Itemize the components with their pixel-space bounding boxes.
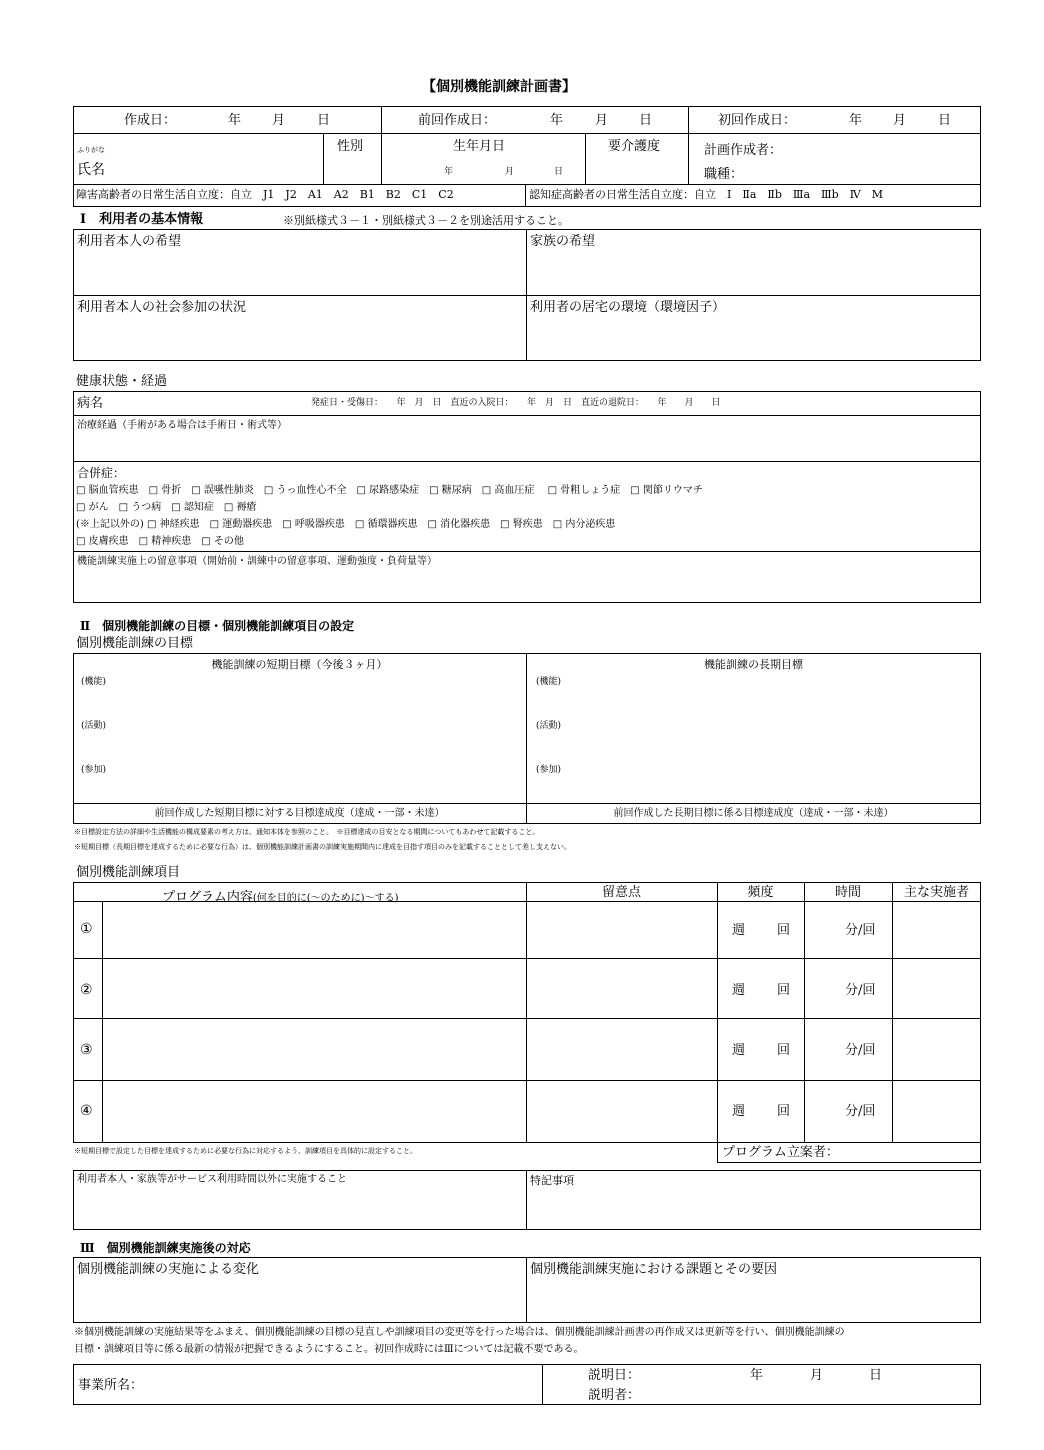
- goals-note-1: ※目標設定方法の詳細や生活機能の構成要素の考え方は、通知本体を参照のこと。 ※目標達成の目安となる期間についてもあわせて記載すること。: [74, 828, 540, 836]
- month-label: 月: [595, 113, 609, 128]
- day-label: 日: [317, 113, 331, 128]
- family-wish-label: 家族の希望: [530, 234, 596, 249]
- long-goal-label: 機能訓練の長期目標: [704, 658, 803, 671]
- year-label: 年: [849, 113, 863, 128]
- home-environment-label: 利用者の居宅の環境（環境因子）: [530, 300, 726, 315]
- month-label: 月: [810, 1368, 824, 1383]
- planner-label: 計画作成者：: [704, 143, 783, 158]
- adl-disabled-label: 障害高齢者の日常生活自立度：自立 J1 J2 A1 A2 B1 B2 C1 C2: [76, 188, 454, 201]
- treatment-label: 治療経過（手術がある場合は手術日・術式等）: [77, 420, 287, 431]
- birthdate-label: 生年月日: [453, 139, 506, 154]
- section3-note-b: 目標・訓練項目等に係る最新の情報が把握できるようにすること。初回作成時にはⅢについては記載不要である。: [74, 1344, 584, 1355]
- month-label: 月: [272, 113, 286, 128]
- issues-label: 個別機能訓練実施における課題とその要因: [530, 1262, 778, 1277]
- section1-note: ※別紙様式３－１・別紙様式３－２を別途活用すること。: [283, 214, 569, 227]
- health-heading: 健康状態・経過: [76, 374, 168, 389]
- job-label: 職種：: [704, 167, 744, 182]
- month-label: 月: [893, 113, 907, 128]
- year-label: 年: [444, 167, 454, 177]
- section3-note-a: ※個別機能訓練の実施結果等をふまえ、個別機能訓練の目標の見直しや訓練項目の変更等を行った場合は、個別機能訓練計画書の再作成又は更新等を行い、個別機能訓練の: [74, 1327, 845, 1338]
- section2-heading: Ⅱ 個別機能訓練の目標・個別機能訓練項目の設定: [80, 619, 355, 633]
- comorbidity-list-4: □ 皮膚疾患 □ 精神疾患 □ その他: [76, 536, 244, 547]
- furigana-label: ふりがな: [77, 146, 105, 154]
- row-number: ④: [80, 1103, 93, 1119]
- comorbidity-label: 合併症：: [77, 466, 126, 480]
- program-header-label: プログラム内容: [162, 890, 253, 905]
- explain-date-label: 説明日：: [588, 1368, 641, 1383]
- special-notes-label: 特記事項: [530, 1174, 574, 1187]
- month-label: 月: [505, 167, 515, 177]
- goals-label: 個別機能訓練の目標: [76, 636, 194, 651]
- minutes-label: 分/回: [845, 1104, 876, 1119]
- section3-heading: Ⅲ 個別機能訓練実施後の対応: [80, 1241, 251, 1255]
- items-label: 個別機能訓練項目: [76, 865, 181, 880]
- week-label: 週: [732, 1043, 746, 1058]
- comorbidity-list-2: □ がん □ うつ病 □ 認知症 □ 褥瘡: [76, 502, 257, 513]
- points-header: 留意点: [601, 885, 641, 900]
- short-goal-label: 機能訓練の短期目標（今後３ヶ月）: [211, 658, 388, 671]
- week-label: 週: [732, 1104, 746, 1119]
- explainer-label: 説明者：: [588, 1388, 641, 1403]
- user-wish-label: 利用者本人の希望: [77, 234, 182, 249]
- goals-table: [73, 653, 981, 824]
- short-activity-label: (活動): [81, 721, 107, 731]
- day-label: 日: [639, 113, 653, 128]
- page-title: 【個別機能訓練計画書】: [422, 79, 576, 95]
- row-number: ②: [80, 982, 93, 998]
- section1-heading: Ⅰ 利用者の基本情報: [80, 212, 204, 227]
- long-function-label: (機能): [536, 677, 562, 687]
- change-label: 個別機能訓練の実施による変化: [77, 1262, 260, 1277]
- program-header: [162, 886, 398, 905]
- times-label: 回: [777, 1043, 791, 1058]
- times-label: 回: [777, 923, 791, 938]
- social-participation-label: 利用者本人の社会参加の状況: [77, 300, 247, 315]
- sex-label: 性別: [337, 139, 364, 154]
- year-label: 年: [228, 113, 242, 128]
- comorbidity-list-1: □ 脳血管疾患 □ 骨折 □ 誤嚥性肺炎 □ うっ血性心不全 □ 尿路感染症 □ 糖尿病 □ 高血圧症 □ 骨粗しょう症 □ 関節リウマチ: [76, 485, 703, 496]
- long-achievement-label: 前回作成した長期目標に係る目標達成度（達成・一部・未達）: [613, 808, 894, 819]
- name-label: 氏名: [77, 162, 105, 178]
- care-level-label: 要介護度: [608, 139, 661, 154]
- times-label: 回: [777, 1104, 791, 1119]
- office-name-label: 事業所名：: [78, 1378, 144, 1393]
- outside-activities-label: 利用者本人・家族等がサービス利用時間以外に実施すること: [77, 1174, 347, 1185]
- minutes-label: 分/回: [845, 983, 876, 998]
- footer-table: [73, 1364, 981, 1405]
- main-performer-header: 主な実施者: [903, 885, 969, 900]
- year-label: 年: [550, 113, 564, 128]
- year-label: 年: [750, 1368, 764, 1383]
- day-label: 日: [554, 167, 564, 177]
- time-header: 時間: [834, 885, 861, 900]
- adl-dementia-label: 認知症高齢者の日常生活自立度：自立 Ⅰ Ⅱa Ⅱb Ⅲa Ⅲb Ⅳ M: [529, 188, 883, 201]
- first-date-label: 初回作成日：: [718, 113, 797, 128]
- created-date-label: 作成日：: [124, 113, 177, 128]
- minutes-label: 分/回: [845, 923, 876, 938]
- short-participation-label: (参加): [81, 765, 107, 775]
- long-activity-label: (活動): [536, 721, 562, 731]
- goals-note-2: ※短期目標（長期目標を達成するために必要な行為）は、個別機能訓練計画書の訓練実施期間内に達成を目指す項目のみを記載することとして差し支えない。: [74, 843, 571, 851]
- week-label: 週: [732, 983, 746, 998]
- program-header-sub: (何を目的に(～のために)～する): [252, 893, 399, 904]
- previous-date-label: 前回作成日：: [418, 113, 497, 128]
- long-participation-label: (参加): [536, 765, 562, 775]
- minutes-label: 分/回: [845, 1043, 876, 1058]
- training-notes-label: 機能訓練実施上の留意事項（開始前・訓練中の留意事項、運動強度・負荷量等）: [77, 556, 437, 567]
- week-label: 週: [732, 923, 746, 938]
- program-planner-label: プログラム立案者：: [722, 1145, 839, 1160]
- short-achievement-label: 前回作成した短期目標に対する目標達成度（達成・一部・未達）: [154, 808, 445, 819]
- comorbidity-list-3: (※上記以外の) □ 神経疾患 □ 運動器疾患 □ 呼吸器疾患 □ 循環器疾患 □ 消化器疾患 □ 腎疾患 □ 内分泌疾患: [76, 519, 616, 530]
- row-number: ③: [80, 1042, 93, 1058]
- disease-label: 病名: [77, 396, 104, 411]
- day-label: 日: [869, 1368, 883, 1383]
- row-number: ①: [80, 921, 93, 937]
- times-label: 回: [777, 983, 791, 998]
- day-label: 日: [938, 113, 952, 128]
- short-function-label: (機能): [81, 677, 107, 687]
- items-note: ※短期目標で設定した目標を達成するために必要な行為に対応するよう、訓練項目を具体的に設定すること。: [74, 1147, 417, 1155]
- frequency-header: 頻度: [747, 885, 774, 900]
- onset-dates-label: 発症日・受傷日： 年 月 日 直近の入院日： 年 月 日 直近の退院日： 年 月 日: [311, 398, 721, 408]
